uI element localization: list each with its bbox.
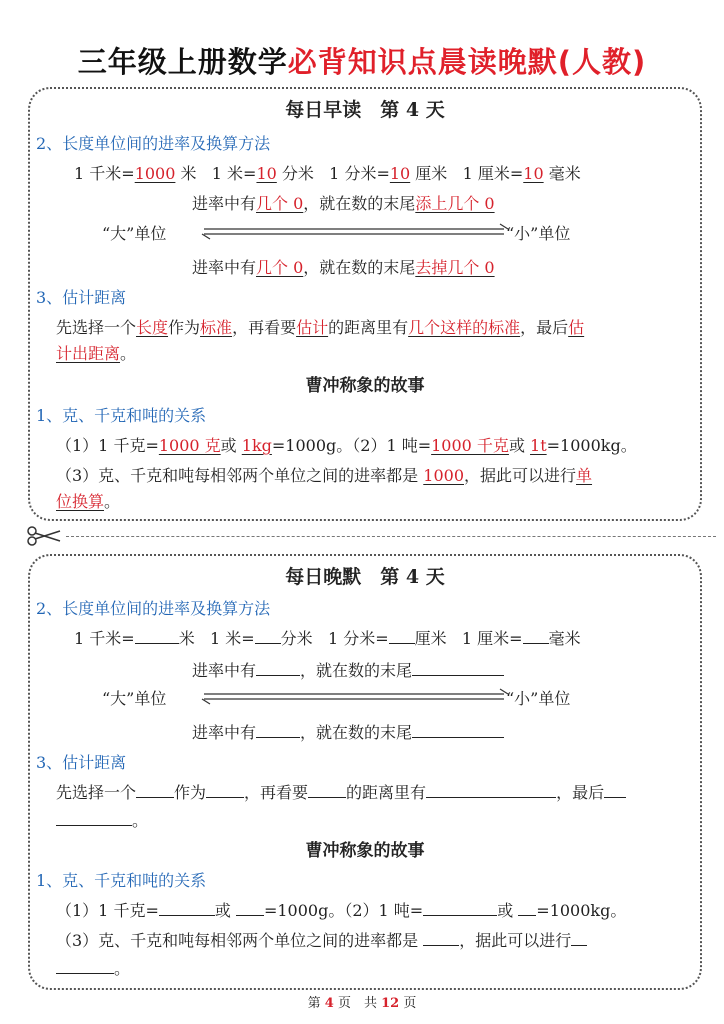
weight-text: （3）克、千克和吨每相邻两个单位之间的进率都是	[56, 931, 424, 950]
rule-text: 进率中有	[192, 661, 257, 680]
evening-weight-line-1	[56, 898, 626, 921]
rule-text: ，就在数的末尾	[303, 194, 416, 213]
weight-text: 或	[214, 901, 236, 920]
rule-answer: 几个 0	[256, 194, 304, 213]
blank-field[interactable]	[236, 901, 264, 916]
rule-answer: 添上几个 0	[415, 194, 495, 213]
rule-text: 进率中有	[192, 258, 257, 277]
conv-text: 1 厘米=	[461, 629, 523, 648]
weight-text: =1000g。（2）1 吨=	[263, 901, 424, 920]
blank-field[interactable]	[56, 811, 132, 826]
weight-text: 。	[104, 492, 121, 511]
weight-answer: 1000 千克	[431, 436, 509, 455]
conv-text: 1 分米=	[327, 629, 389, 648]
rule-text: ，就在数的末尾	[300, 661, 413, 680]
weight-text: =1000kg。	[536, 901, 627, 920]
morning-heading: 每日早读 第 4 天	[285, 99, 445, 121]
blank-field[interactable]	[389, 629, 415, 644]
evening-small-unit-label: “小”单位	[506, 689, 571, 708]
evening-sec2-title: 2、长度单位间的进率及换算方法	[36, 599, 271, 618]
morning-sec3-title: 3、估计距离	[36, 288, 127, 307]
evening-conversion-line	[74, 626, 581, 649]
title-part-black: 三年级上册数学	[77, 45, 288, 79]
morning-sec2-title: 2、长度单位间的进率及换算方法	[36, 134, 271, 153]
blank-field[interactable]	[571, 931, 587, 946]
est-text: 的距离里有	[328, 318, 409, 337]
page-total: 12	[381, 996, 400, 1011]
morning-conversion-line	[74, 161, 581, 184]
blank-field[interactable]	[135, 629, 179, 644]
blank-field[interactable]	[412, 661, 504, 676]
conv-text: 1 厘米=	[462, 164, 524, 183]
blank-field[interactable]	[523, 629, 549, 644]
weight-text: =1000kg。	[546, 436, 637, 455]
cut-dashed-line	[66, 536, 716, 537]
weight-text: （3）克、千克和吨每相邻两个单位之间的进率都是	[56, 466, 424, 485]
morning-weight-line-2	[56, 463, 592, 486]
blank-field[interactable]	[256, 723, 300, 738]
scissors-icon	[26, 526, 62, 546]
est-text: 的距离里有	[346, 783, 427, 802]
est-text: ，最后	[520, 318, 569, 337]
weight-text: 或	[220, 436, 242, 455]
est-answer: 长度	[136, 318, 169, 337]
weight-answer: 1000 克	[158, 436, 221, 455]
rule-text: 进率中有	[192, 194, 257, 213]
morning-estimate-line-2	[56, 341, 136, 364]
est-text: ，最后	[556, 783, 605, 802]
est-text: 。	[132, 811, 149, 830]
conv-text: 厘米	[414, 629, 447, 648]
est-text: 先选择一个	[56, 783, 137, 802]
morning-small-unit-label: “小”单位	[506, 224, 571, 243]
blank-field[interactable]	[255, 629, 281, 644]
evening-recall-box	[28, 554, 702, 990]
rule-answer: 去掉几个 0	[415, 258, 495, 277]
blank-field[interactable]	[426, 783, 556, 798]
est-text: 作为	[174, 783, 207, 802]
conv-answer: 10	[256, 164, 277, 183]
conv-text: 毫米	[543, 164, 581, 183]
weight-text: ，据此可以进行	[464, 466, 577, 485]
morning-estimate-line-1	[56, 315, 584, 338]
est-answer: 标准	[200, 318, 233, 337]
weight-text: 或	[508, 436, 531, 455]
morning-rate-rule-2	[192, 255, 495, 278]
est-answer: 估	[568, 318, 585, 337]
evening-rate-rule-2	[192, 720, 504, 743]
conv-text: 分米	[280, 629, 313, 648]
conv-text: 1 米=	[209, 629, 255, 648]
est-text: 。	[120, 344, 137, 363]
morning-weight-line-1	[56, 433, 637, 456]
rule-answer: 几个 0	[256, 258, 304, 277]
weight-answer: 1000	[423, 466, 464, 485]
blank-field[interactable]	[159, 901, 215, 916]
conv-answer: 10	[389, 164, 411, 183]
footer-text: 页 共	[333, 996, 382, 1011]
conv-text: 1 米=	[211, 164, 257, 183]
blank-field[interactable]	[308, 783, 346, 798]
conv-text: 1 分米=	[329, 164, 390, 183]
evening-rate-rule-1	[192, 658, 504, 681]
blank-field[interactable]	[56, 959, 114, 974]
morning-sec1-title: 1、克、千克和吨的关系	[36, 406, 207, 425]
title-part-red: 必背知识点晨读晚默(人教)	[287, 45, 647, 79]
weight-text: （1）1 千克=	[56, 436, 159, 455]
weight-answer: 位换算	[56, 492, 105, 511]
est-answer: 计出距离	[56, 344, 121, 363]
page-footer	[0, 992, 724, 1011]
rule-text: 进率中有	[192, 723, 257, 742]
est-text: 作为	[168, 318, 201, 337]
morning-big-unit-label: “大”单位	[102, 224, 167, 243]
evening-sec3-title: 3、估计距离	[36, 753, 127, 772]
conv-text: 米	[178, 629, 195, 648]
evening-story-title: 曹冲称象的故事	[305, 841, 425, 861]
evening-weight-line-3	[56, 956, 130, 979]
evening-estimate-line-2	[56, 808, 148, 831]
conv-answer: 10	[523, 164, 544, 183]
weight-answer: 单	[576, 466, 593, 485]
est-text: 先选择一个	[56, 318, 137, 337]
double-arrow-icon	[200, 687, 510, 707]
blank-field[interactable]	[256, 661, 300, 676]
morning-reading-box	[28, 87, 702, 521]
blank-field[interactable]	[423, 931, 459, 946]
est-text: ，再看要	[232, 318, 297, 337]
blank-field[interactable]	[423, 901, 497, 916]
blank-field[interactable]	[206, 783, 244, 798]
conv-answer: 1000	[134, 164, 176, 183]
page-number: 4	[324, 996, 334, 1011]
double-arrow-icon	[200, 222, 510, 242]
conv-text: 分米	[276, 164, 314, 183]
blank-field[interactable]	[518, 901, 536, 916]
evening-weight-line-2	[56, 928, 587, 951]
weight-answer: 1kg	[241, 436, 272, 455]
morning-weight-line-3	[56, 489, 120, 512]
est-answer: 估计	[296, 318, 329, 337]
rule-text: ，就在数的末尾	[300, 723, 413, 742]
cut-line	[26, 526, 698, 546]
footer-text: 第	[307, 996, 325, 1011]
weight-text: =1000g。（2）1 吨=	[271, 436, 432, 455]
morning-story-title: 曹冲称象的故事	[305, 376, 425, 396]
est-text: ，再看要	[244, 783, 309, 802]
rule-text: ，就在数的末尾	[303, 258, 416, 277]
conv-text: 1 千米=	[74, 629, 135, 648]
conv-text: 厘米	[410, 164, 448, 183]
est-answer: 几个这样的标准	[408, 318, 521, 337]
weight-text: （1）1 千克=	[56, 901, 159, 920]
conv-text: 毫米	[548, 629, 581, 648]
blank-field[interactable]	[604, 783, 626, 798]
blank-field[interactable]	[136, 783, 174, 798]
weight-text: 。	[114, 959, 131, 978]
evening-estimate-line-1	[56, 780, 626, 803]
evening-sec1-title: 1、克、千克和吨的关系	[36, 871, 207, 890]
page-title	[0, 40, 724, 81]
morning-rate-rule-1	[192, 191, 495, 214]
footer-text: 页	[399, 996, 417, 1011]
blank-field[interactable]	[412, 723, 504, 738]
weight-text: 或	[497, 901, 519, 920]
evening-heading: 每日晚默 第 4 天	[285, 566, 445, 588]
conv-text: 1 千米=	[74, 164, 135, 183]
evening-big-unit-label: “大”单位	[102, 689, 167, 708]
weight-text: ，据此可以进行	[459, 931, 572, 950]
conv-text: 米	[175, 164, 197, 183]
weight-answer: 1t	[530, 436, 547, 455]
